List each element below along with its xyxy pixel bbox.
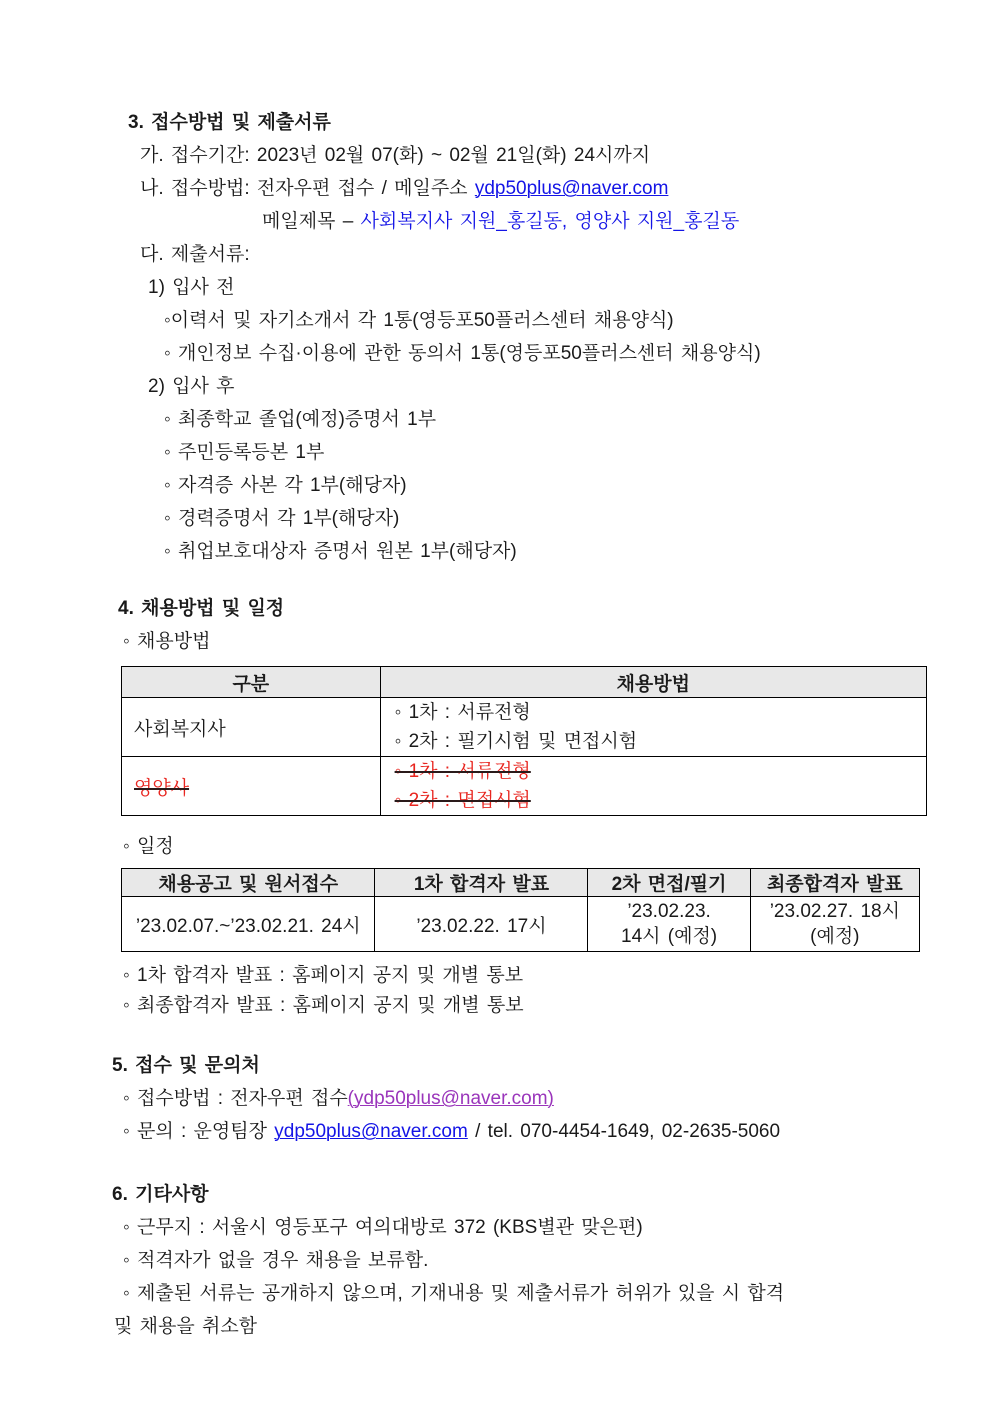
- method-step: ◦ 1차 : 서류전형: [394, 702, 531, 723]
- struck-text: ◦ 2차 : 면접시험: [394, 790, 531, 811]
- docs-policy-line: ◦ 제출된 서류는 공개하지 않으며, 기재내용 및 제출서류가 허위가 있을 시 합격: [123, 1283, 785, 1304]
- mail-subject-line: [262, 205, 932, 238]
- method-row-steps: [380, 698, 926, 757]
- pre-hire-item: ◦ 개인정보 수집·이용에 관한 동의서 1통(영등포50플러스센터 채용양식): [164, 343, 761, 364]
- method-table-header-method: 채용방법: [380, 667, 926, 698]
- schedule-header-cell: 최종합격자 발표: [750, 869, 919, 897]
- email-link[interactable]: ydp50plus@naver.com: [474, 178, 669, 199]
- schedule-cell: ’23.02.22. 17시: [375, 897, 588, 952]
- contact-line: [123, 1115, 932, 1148]
- schedule-cell-line: ’23.02.23.: [627, 901, 711, 922]
- method-step: [395, 757, 926, 786]
- schedule-cell-line: ’23.02.27. 18시: [769, 901, 900, 922]
- pre-hire-title: 1) 입사 전: [148, 277, 235, 298]
- receipt-method-text: 나. 접수방법: 전자우편 접수 / 메일주소: [140, 178, 475, 199]
- contact-text: ◦ 문의 : 운영팀장: [123, 1121, 275, 1142]
- apply-method-line: [123, 1082, 932, 1115]
- struck-text: 영양사: [134, 777, 190, 799]
- schedule-cell: ’23.02.07.~’23.02.21. 24시: [122, 897, 375, 952]
- mail-subject-label: 메일제목 –: [262, 211, 361, 232]
- schedule-table: [121, 868, 920, 952]
- email-link-visited[interactable]: (ydp50plus@naver.com): [347, 1088, 554, 1109]
- method-table-header-row: [122, 667, 927, 698]
- schedule-header-row: [122, 869, 920, 897]
- section-3-title: 3. 접수방법 및 제출서류: [128, 112, 331, 133]
- schedule-cell-line: (예정): [810, 926, 860, 947]
- post-hire-title: 2) 입사 후: [148, 376, 235, 397]
- method-row-nutritionist: [122, 757, 927, 816]
- schedule-label: ◦ 일정: [123, 836, 174, 857]
- schedule-header-cell: 2차 면접/필기: [588, 869, 750, 897]
- method-label: ◦ 채용방법: [123, 631, 211, 652]
- method-row-social-worker: [122, 698, 927, 757]
- struck-text: ◦ 1차 : 서류전형: [394, 761, 531, 782]
- email-link[interactable]: ydp50plus@naver.com: [274, 1121, 468, 1142]
- workplace-line: ◦ 근무지 : 서울시 영등포구 여의대방로 372 (KBS별관 맞은편): [123, 1217, 643, 1238]
- first-pass-note: ◦ 1차 합격자 발표 : 홈페이지 공지 및 개별 통보: [123, 965, 524, 986]
- section-6-title: 6. 기타사항: [112, 1184, 209, 1205]
- docs-policy-continuation: 및 채용을 취소함: [114, 1316, 258, 1337]
- receipt-period-line: 가. 접수기간: 2023년 02월 07(화) ~ 02월 21일(화) 24시까지: [140, 145, 651, 166]
- post-hire-item: ◦ 최종학교 졸업(예정)증명서 1부: [164, 409, 437, 430]
- post-hire-item: ◦ 자격증 사본 각 1부(해당자): [164, 475, 407, 496]
- pre-hire-item: ◦이력서 및 자기소개서 각 1통(영등포50플러스센터 채용양식): [164, 310, 674, 331]
- schedule-cell: [750, 897, 919, 952]
- post-hire-item: ◦ 경력증명서 각 1부(해당자): [164, 508, 400, 529]
- final-pass-note: ◦ 최종합격자 발표 : 홈페이지 공지 및 개별 통보: [123, 995, 524, 1016]
- schedule-cell-line: 14시 (예정): [621, 926, 718, 947]
- method-row-name: 사회복지사: [122, 698, 381, 757]
- schedule-data-row: [122, 897, 920, 952]
- apply-method-text: ◦ 접수방법 : 전자우편 접수: [123, 1088, 348, 1109]
- section-5-title: 5. 접수 및 문의처: [112, 1055, 260, 1076]
- schedule-header-cell: 채용공고 및 원서접수: [122, 869, 375, 897]
- post-hire-item: ◦ 취업보호대상자 증명서 원본 1부(해당자): [164, 541, 517, 562]
- contact-phone-text: / tel. 070-4454-1649, 02-2635-5060: [467, 1121, 781, 1142]
- post-hire-item: ◦ 주민등록등본 1부: [164, 442, 325, 463]
- method-row-steps: [380, 757, 926, 816]
- schedule-header-cell: 1차 합격자 발표: [375, 869, 588, 897]
- section-4-title: 4. 채용방법 및 일정: [118, 598, 285, 619]
- method-table-header-category: 구분: [122, 667, 381, 698]
- no-qualified-line: ◦ 적격자가 없을 경우 채용을 보류함.: [123, 1250, 429, 1271]
- mail-subject-text: 사회복지사 지원_홍길동, 영양사 지원_홍길동: [360, 211, 740, 232]
- method-step: [395, 786, 926, 815]
- method-table: [121, 666, 927, 816]
- schedule-cell: [588, 897, 750, 952]
- method-row-name: [122, 757, 381, 816]
- method-step: ◦ 2차 : 필기시험 및 면접시험: [394, 731, 638, 752]
- submission-docs-line: 다. 제출서류:: [140, 244, 250, 265]
- receipt-method-line: [140, 172, 932, 205]
